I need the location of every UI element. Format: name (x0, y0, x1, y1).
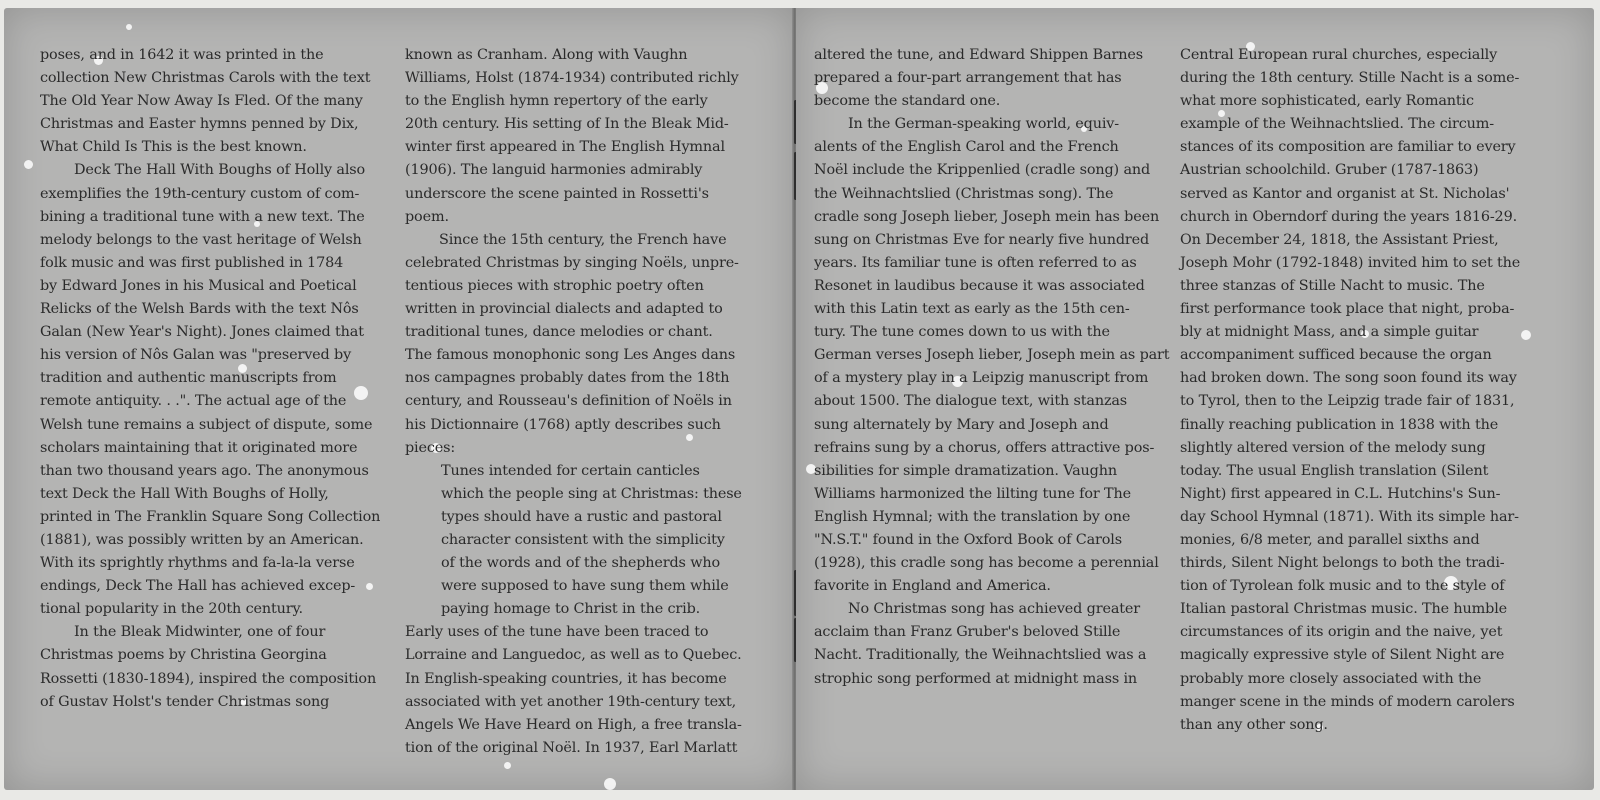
right-page (796, 8, 1594, 790)
snow-speck (1521, 330, 1531, 340)
paragraph: In the German-speaking world, equiv- alents of the English Carol and the French Noël include the Krippenlied (cradle song) and the Weihnachtslied (Christmas song). The cradle song Joseph lieber, Joseph mein has been sung on Christmas Eve for nearly five hundred years. Its familiar tune is often referred to as Resonet in laudibus because it was associated with this Latin text as early as the 15th cen- tury. The tune comes down to us with the German verses Joseph lieber, Joseph mein as part of a mystery play in a Leipzig manuscript from about 1500. The dialogue text, with stanzas sung alternately by Mary and Joseph and refrains sung by a chorus, offers attractive pos- sibilities for simple dramatization. Vaughn Williams harmonized the lilting tune for The English Hymnal; with the translation by one "N.S.T." found in the Oxford Book of Carols (1928), this cradle song has become a perennial favorite in England and America. (814, 116, 1170, 595)
text-column-4 (1180, 44, 1520, 737)
paragraph: Deck The Hall With Boughs of Holly also exemplifies the 19th-century custom of com- bining a traditional tune with a new text. The melody belongs to the vast heritage of Welsh folk music and was first published in 1784 by Edward Jones in his Musical and Poetical Relicks of the Welsh Bards with the text Nôs Galan (New Year's Night). Jones claimed that his version of Nôs Galan was "preserved by tradition and authentic manuscripts from remote antiquity. . .". The actual age of the Welsh tune remains a subject of dispute, some scholars maintaining that it originated more than two thousand years ago. The anonymous text Deck the Hall With Boughs of Holly, printed in The Franklin Square Song Collection (1881), was possibly written by an American. With its sprightly rhythms and fa-la-la verse endings, Deck The Hall has achieved excep- tional popularity in the 20th century. (40, 162, 381, 618)
paragraph: known as Cranham. Along with Vaughn Williams, Holst (1874-1934) contributed richly to the English hymn repertory of the early 20th century. His setting of In the Bleak Mid- winter first appeared in The English Hymnal (1906). The languid harmonies admirably underscore the scene painted in Rossetti's poem. (405, 47, 739, 225)
paragraph: Early uses of the tune have been traced to Lorraine and Languedoc, as well as to Quebec. In English-speaking countries, it has become associated with yet another 19th-century text, Angels We Have Heard on High, a free transla- tion of the original Noël. In 1937, Earl Marlatt (405, 624, 742, 756)
left-page (4, 8, 794, 790)
paragraph: No Christmas song has achieved greater acclaim than Franz Gruber's beloved Stille Nacht. Traditionally, the Weihnachtslied was a strophic song performed at midnight mass in (814, 601, 1147, 687)
paragraph: In the Bleak Midwinter, one of four Christmas poems by Christina Georgina Rossetti (1830-1894), inspired the composition of Gustav Holst's tender Christmas song (40, 624, 377, 710)
paragraph: poses, and in 1642 it was printed in the collection New Christmas Carols with the text The Old Year Now Away Is Fled. Of the many Christmas and Easter hymns penned by Dix, What Child Is This is the best known. (40, 47, 371, 156)
block-quote: Tunes intended for certain canticles which the people sing at Christmas: these types should have a rustic and pastoral character consistent with the simplicity of the words and of the shepherds who were supposed to have sung them while paying homage to Christ in the crib. (441, 462, 742, 618)
paragraph: altered the tune, and Edward Shippen Barnes prepared a four-part arrangement that has become the standard one. (814, 47, 1143, 110)
snow-speck (24, 160, 33, 169)
paragraph: Central European rural churches, especially during the 18th century. Stille Nacht is a some- what more sophisticated, early Romantic example of the Weihnachtslied. The circum- stances of its composition are familiar to every Austrian schoolchild. Gruber (1787-1863) served as Kantor and organist at St. Nicholas' church in Oberndorf during the years 1816-29. On December 24, 1818, the Assistant Priest, Joseph Mohr (1792-1848) invited him to set the three stanzas of Stille Nacht to music. The first performance took place that night, proba- bly at midnight Mass, and a simple guitar accompaniment sufficed because the organ had broken down. The song soon found its way to Tyrol, then to the Leipzig trade fair of 1831, finally reaching publication in 1838 with the slightly altered version of the melody sung today. The usual English translation (Silent Night) first appeared in C.L. Hutchins's Sun- day School Hymnal (1871). With its simple har- monies, 6/8 meter, and parallel sixths and thirds, Silent Night belongs to both the tradi- tion of Tyrolean folk music and to the style of Italian pastoral Christmas music. The humble circumstances of its origin and the naive, yet magically expressive style of Silent Night are probably more closely associated with the manger scene in the minds of modern carolers than any other song. (1180, 47, 1521, 733)
snow-speck (604, 778, 616, 790)
snow-speck (126, 24, 132, 30)
text-column-2 (405, 44, 742, 760)
text-column-3 (814, 44, 1169, 691)
text-column-1 (40, 44, 380, 714)
paragraph: Since the 15th century, the French have celebrated Christmas by singing Noëls, unpre- tentious pieces with strophic poetry often written in provincial dialects and adapted to traditional tunes, dance melodies or chant. The famous monophonic song Les Anges dans nos campagnes probably dates from the 18th century, and Rousseau's definition of Noëls in his Dictionnaire (1768) aptly describes such pieces: (405, 231, 739, 456)
snow-speck (504, 762, 511, 769)
